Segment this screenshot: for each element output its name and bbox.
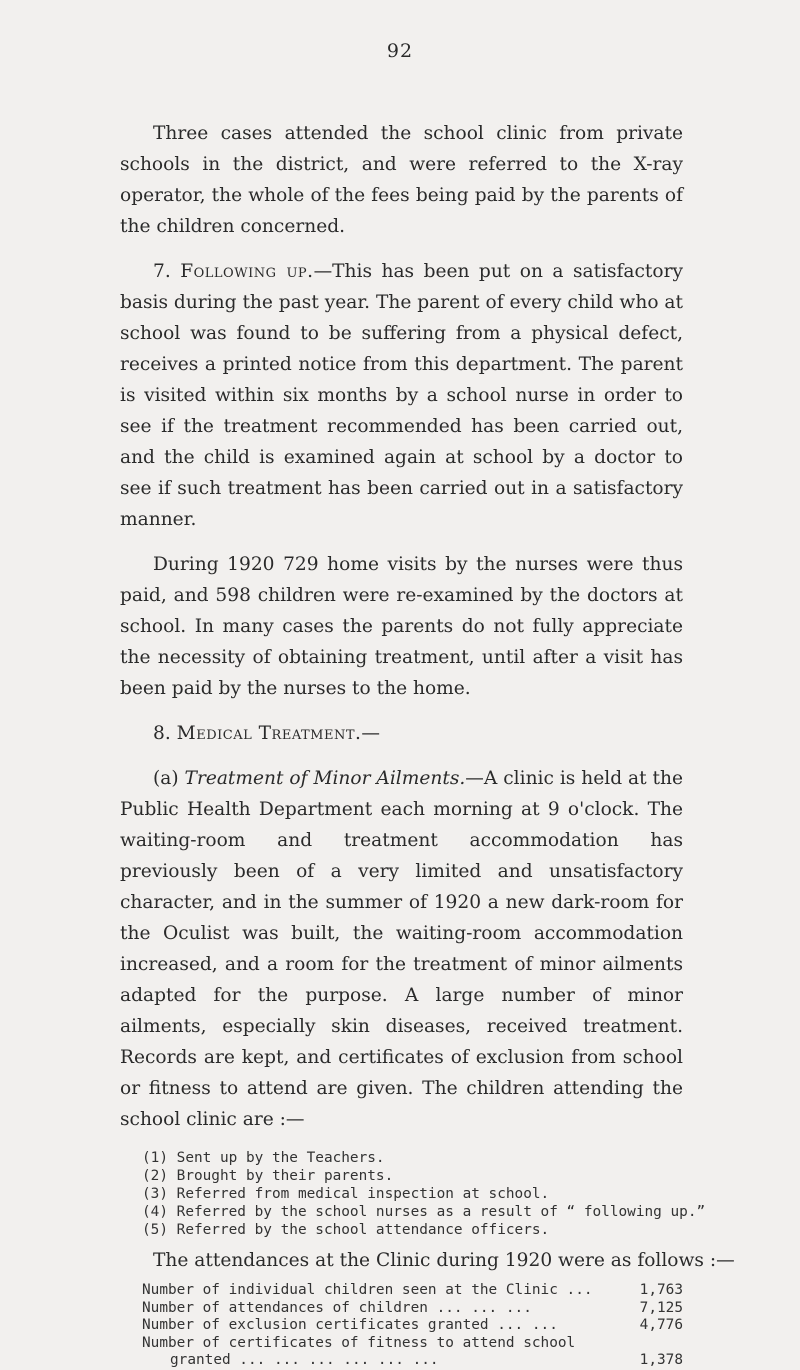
- row-label: Number of individual children seen at the Clinic ...: [142, 1282, 593, 1298]
- row-label: Number of attendances of children ... ... ...: [142, 1299, 532, 1316]
- subsection-heading-minor-ailments: Treatment of Minor Ailments.: [184, 768, 466, 789]
- list-item: (1) Sent up by the Teachers.: [142, 1150, 385, 1166]
- clinic-sources-list: [120, 1149, 706, 1239]
- attendances-table: [142, 1282, 683, 1370]
- heading-dash: —: [361, 723, 381, 744]
- row-label-line1: Number of certificates of fitness to attend school: [142, 1334, 576, 1351]
- row-label: Number of exclusion certificates granted ... ...: [142, 1317, 558, 1333]
- list-item: (3) Referred from medical inspection at school.: [142, 1186, 550, 1202]
- paragraph-private-schools: Three cases attended the school clinic from private schools in the district, and were referred to the X-ray operator, the whole of the fees being paid by the parents of the children concerned.: [120, 123, 683, 237]
- list-item: (5) Referred by the school attendance officers.: [142, 1222, 550, 1238]
- list-item: (2) Brought by their parents.: [142, 1168, 394, 1184]
- paragraph-following-up: [120, 256, 683, 535]
- table-row: [142, 1317, 683, 1335]
- subsection-label: (a): [153, 768, 179, 789]
- section-number: 8.: [153, 723, 171, 744]
- row-label-line2: granted ... ... ... ... ... ...: [170, 1352, 439, 1368]
- row-value: 1,378: [639, 1352, 683, 1368]
- row-label: [142, 1335, 621, 1370]
- list-item: (4) Referred by the school nurses as a result of “ following up.”: [142, 1204, 706, 1220]
- page-number: 92: [386, 40, 414, 62]
- paragraph-home-visits: During 1920 729 home visits by the nurses were thus paid, and 598 children were re-examined by the doctors at school. In many cases the parents do not fully appreciate the necessity of obtaining treatment, until after a visit has been paid by the nurses to the home.: [120, 554, 683, 699]
- paragraph-minor-ailments: [120, 763, 683, 1135]
- table-row: [142, 1300, 683, 1318]
- table-row: [142, 1282, 683, 1300]
- attendances-intro: The attendances at the Clinic during 1920 were as follows :—: [153, 1250, 735, 1271]
- row-value: 4,776: [639, 1317, 683, 1333]
- paragraph-following-up-text: —This has been put on a satisfactory basis during the past year. The parent of every child who at school was found to be suffering from a physical defect, receives a printed notice from this department. The parent is visited within six months by a school nurse in order to see if the treatment recommended has been carried out, and the child is examined again at school by a doctor to see if such treatment has been carried out in a satisfactory manner.: [120, 261, 683, 530]
- row-value: 1,763: [639, 1282, 683, 1298]
- paragraph-minor-ailments-text: —A clinic is held at the Public Health Department each morning at 9 o'clock. The waiting-room and treatment accommodation has previously been of a very limited and unsatisfactory character, and in the summer of 1920 a new dark-room for the Oculist was built, the waiting-room accommodation increased, and a room for the treatment of minor ailments adapted for the purpose. A large number of minor ailments, especially skin diseases, received treatment. Records are kept, and certificates of exclusion from school or fitness to attend are given. The children attending the school clinic are :—: [120, 768, 684, 1130]
- section-medical-treatment: [120, 718, 683, 749]
- table-row: [142, 1335, 683, 1370]
- section-heading-medical-treatment: Medical Treatment.: [176, 723, 362, 744]
- body-text: [120, 118, 735, 1370]
- section-number: 7.: [153, 261, 171, 282]
- row-value: 7,125: [639, 1299, 683, 1316]
- section-heading-following-up: Following up.: [180, 261, 314, 282]
